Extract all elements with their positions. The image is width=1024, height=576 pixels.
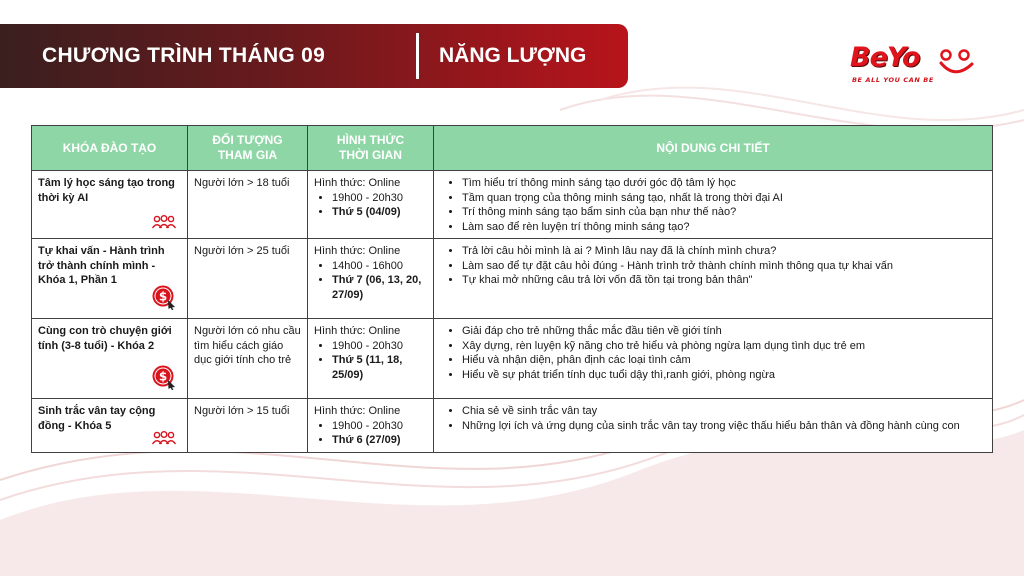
course-name: Tâm lý học sáng tạo trong thời kỳ AI	[38, 177, 175, 204]
table-header-row	[32, 126, 993, 171]
date-item: • Thứ 7 (06, 13, 20, 27/09)	[332, 273, 427, 302]
column-header-format	[308, 126, 434, 171]
content-item: • Làm sao để tự đặt câu hỏi đúng - Hành trình trở thành chính mình thông qua tự khai vấn	[462, 259, 986, 274]
column-header-content: NỘI DUNG CHI TIẾT	[434, 126, 993, 171]
page-subtitle: NĂNG LƯỢNG	[439, 44, 587, 67]
course-name: Cùng con trò chuyện giới tính (3-8 tuổi) - Khóa 2	[38, 325, 172, 352]
course-name: Sinh trắc vân tay cộng đồng - Khóa 5	[38, 405, 156, 432]
audience-cell: Người lớn > 15 tuổi	[188, 399, 308, 453]
content-item: • Hiểu về sự phát triển tính dục tuổi dậy thì,ranh giới, phòng ngừa	[462, 368, 986, 383]
group-icon	[151, 214, 177, 230]
format-cell	[308, 319, 434, 399]
content-item: • Tự khai mở những câu trả lời vốn đã tồn tại trong bản thân"	[462, 273, 986, 288]
content-item: • Tầm quan trọng của thông minh sáng tạo, nhất là trong thời đại AI	[462, 191, 986, 206]
svg-text:$: $	[158, 289, 168, 304]
content-item: • Giải đáp cho trẻ những thắc mắc đầu tiên về giới tính	[462, 324, 986, 339]
format-label: Hình thức: Online	[314, 325, 401, 337]
date-item: • Thứ 5 (04/09)	[332, 205, 427, 220]
content-item: • Những lợi ích và ứng dụng của sinh trắc vân tay trong việc thấu hiểu bản thân và đồng hành cùng con	[462, 419, 986, 434]
column-header-format-text: HÌNH THỨC THỜI GIAN	[336, 133, 405, 162]
column-header-audience	[188, 126, 308, 171]
course-table	[31, 125, 993, 453]
content-item: • Trả lời câu hỏi mình là ai ? Mình lâu nay đã là chính mình chưa?	[462, 244, 986, 259]
content-cell	[434, 319, 993, 399]
table-row	[32, 239, 993, 319]
content-cell	[434, 239, 993, 319]
page-title: CHƯƠNG TRÌNH THÁNG 09	[42, 44, 326, 67]
table-row	[32, 319, 993, 399]
header-divider	[416, 33, 419, 79]
format-label: Hình thức: Online	[314, 245, 401, 257]
header-bar	[0, 24, 628, 88]
course-cell	[32, 399, 188, 453]
table-row	[32, 171, 993, 239]
content-item: • Làm sao để rèn luyện trí thông minh sáng tạo?	[462, 220, 986, 235]
date-item: • Thứ 6 (27/09)	[332, 433, 427, 448]
content-item: • Chia sẻ về sinh trắc vân tay	[462, 404, 986, 419]
date-item: • Thứ 5 (11, 18, 25/09)	[332, 353, 427, 382]
smile-icon	[938, 44, 990, 80]
time-item: • 19h00 - 20h30	[332, 419, 427, 434]
course-name: Tự khai vấn - Hành trình trở thành chính mình - Khóa 1, Phần 1	[38, 245, 165, 286]
paid-course-icon	[151, 284, 177, 310]
format-cell	[308, 399, 434, 453]
time-item: • 14h00 - 16h00	[332, 259, 427, 274]
format-cell	[308, 239, 434, 319]
audience-cell: Người lớn > 25 tuổi	[188, 239, 308, 319]
format-label: Hình thức: Online	[314, 177, 401, 189]
column-header-course: KHÓA ĐÀO TẠO	[32, 126, 188, 171]
content-item: • Hiểu và nhận diện, phân định các loại tình cảm	[462, 353, 986, 368]
svg-text:$: $	[158, 369, 168, 384]
logo-text: BeYo	[850, 42, 920, 73]
content-item: • Tìm hiểu trí thông minh sáng tạo dưới góc độ tâm lý học	[462, 176, 986, 191]
audience-cell: Người lớn có nhu cầu tìm hiểu cách giáo dục giới tính cho trẻ	[188, 319, 308, 399]
format-cell	[308, 171, 434, 239]
group-icon	[151, 430, 177, 446]
course-cell	[32, 239, 188, 319]
logo-tagline: BE ALL YOU CAN BE	[852, 76, 934, 84]
content-cell	[434, 171, 993, 239]
content-item: • Trí thông minh sáng tạo bẩm sinh của bạn như thế nào?	[462, 205, 986, 220]
time-item: • 19h00 - 20h30	[332, 339, 427, 354]
content-item: • Xây dựng, rèn luyện kỹ năng cho trẻ hiểu và phòng ngừa lạm dụng tình dục trẻ em	[462, 339, 986, 354]
content-cell	[434, 399, 993, 453]
paid-course-icon	[151, 364, 177, 390]
course-cell	[32, 319, 188, 399]
beyo-logo	[846, 40, 992, 90]
time-item: • 19h00 - 20h30	[332, 191, 427, 206]
audience-cell: Người lớn > 18 tuổi	[188, 171, 308, 239]
course-cell	[32, 171, 188, 239]
format-label: Hình thức: Online	[314, 405, 401, 417]
column-header-audience-text: ĐỐI TƯỢNG THAM GIA	[212, 133, 283, 162]
table-row	[32, 399, 993, 453]
